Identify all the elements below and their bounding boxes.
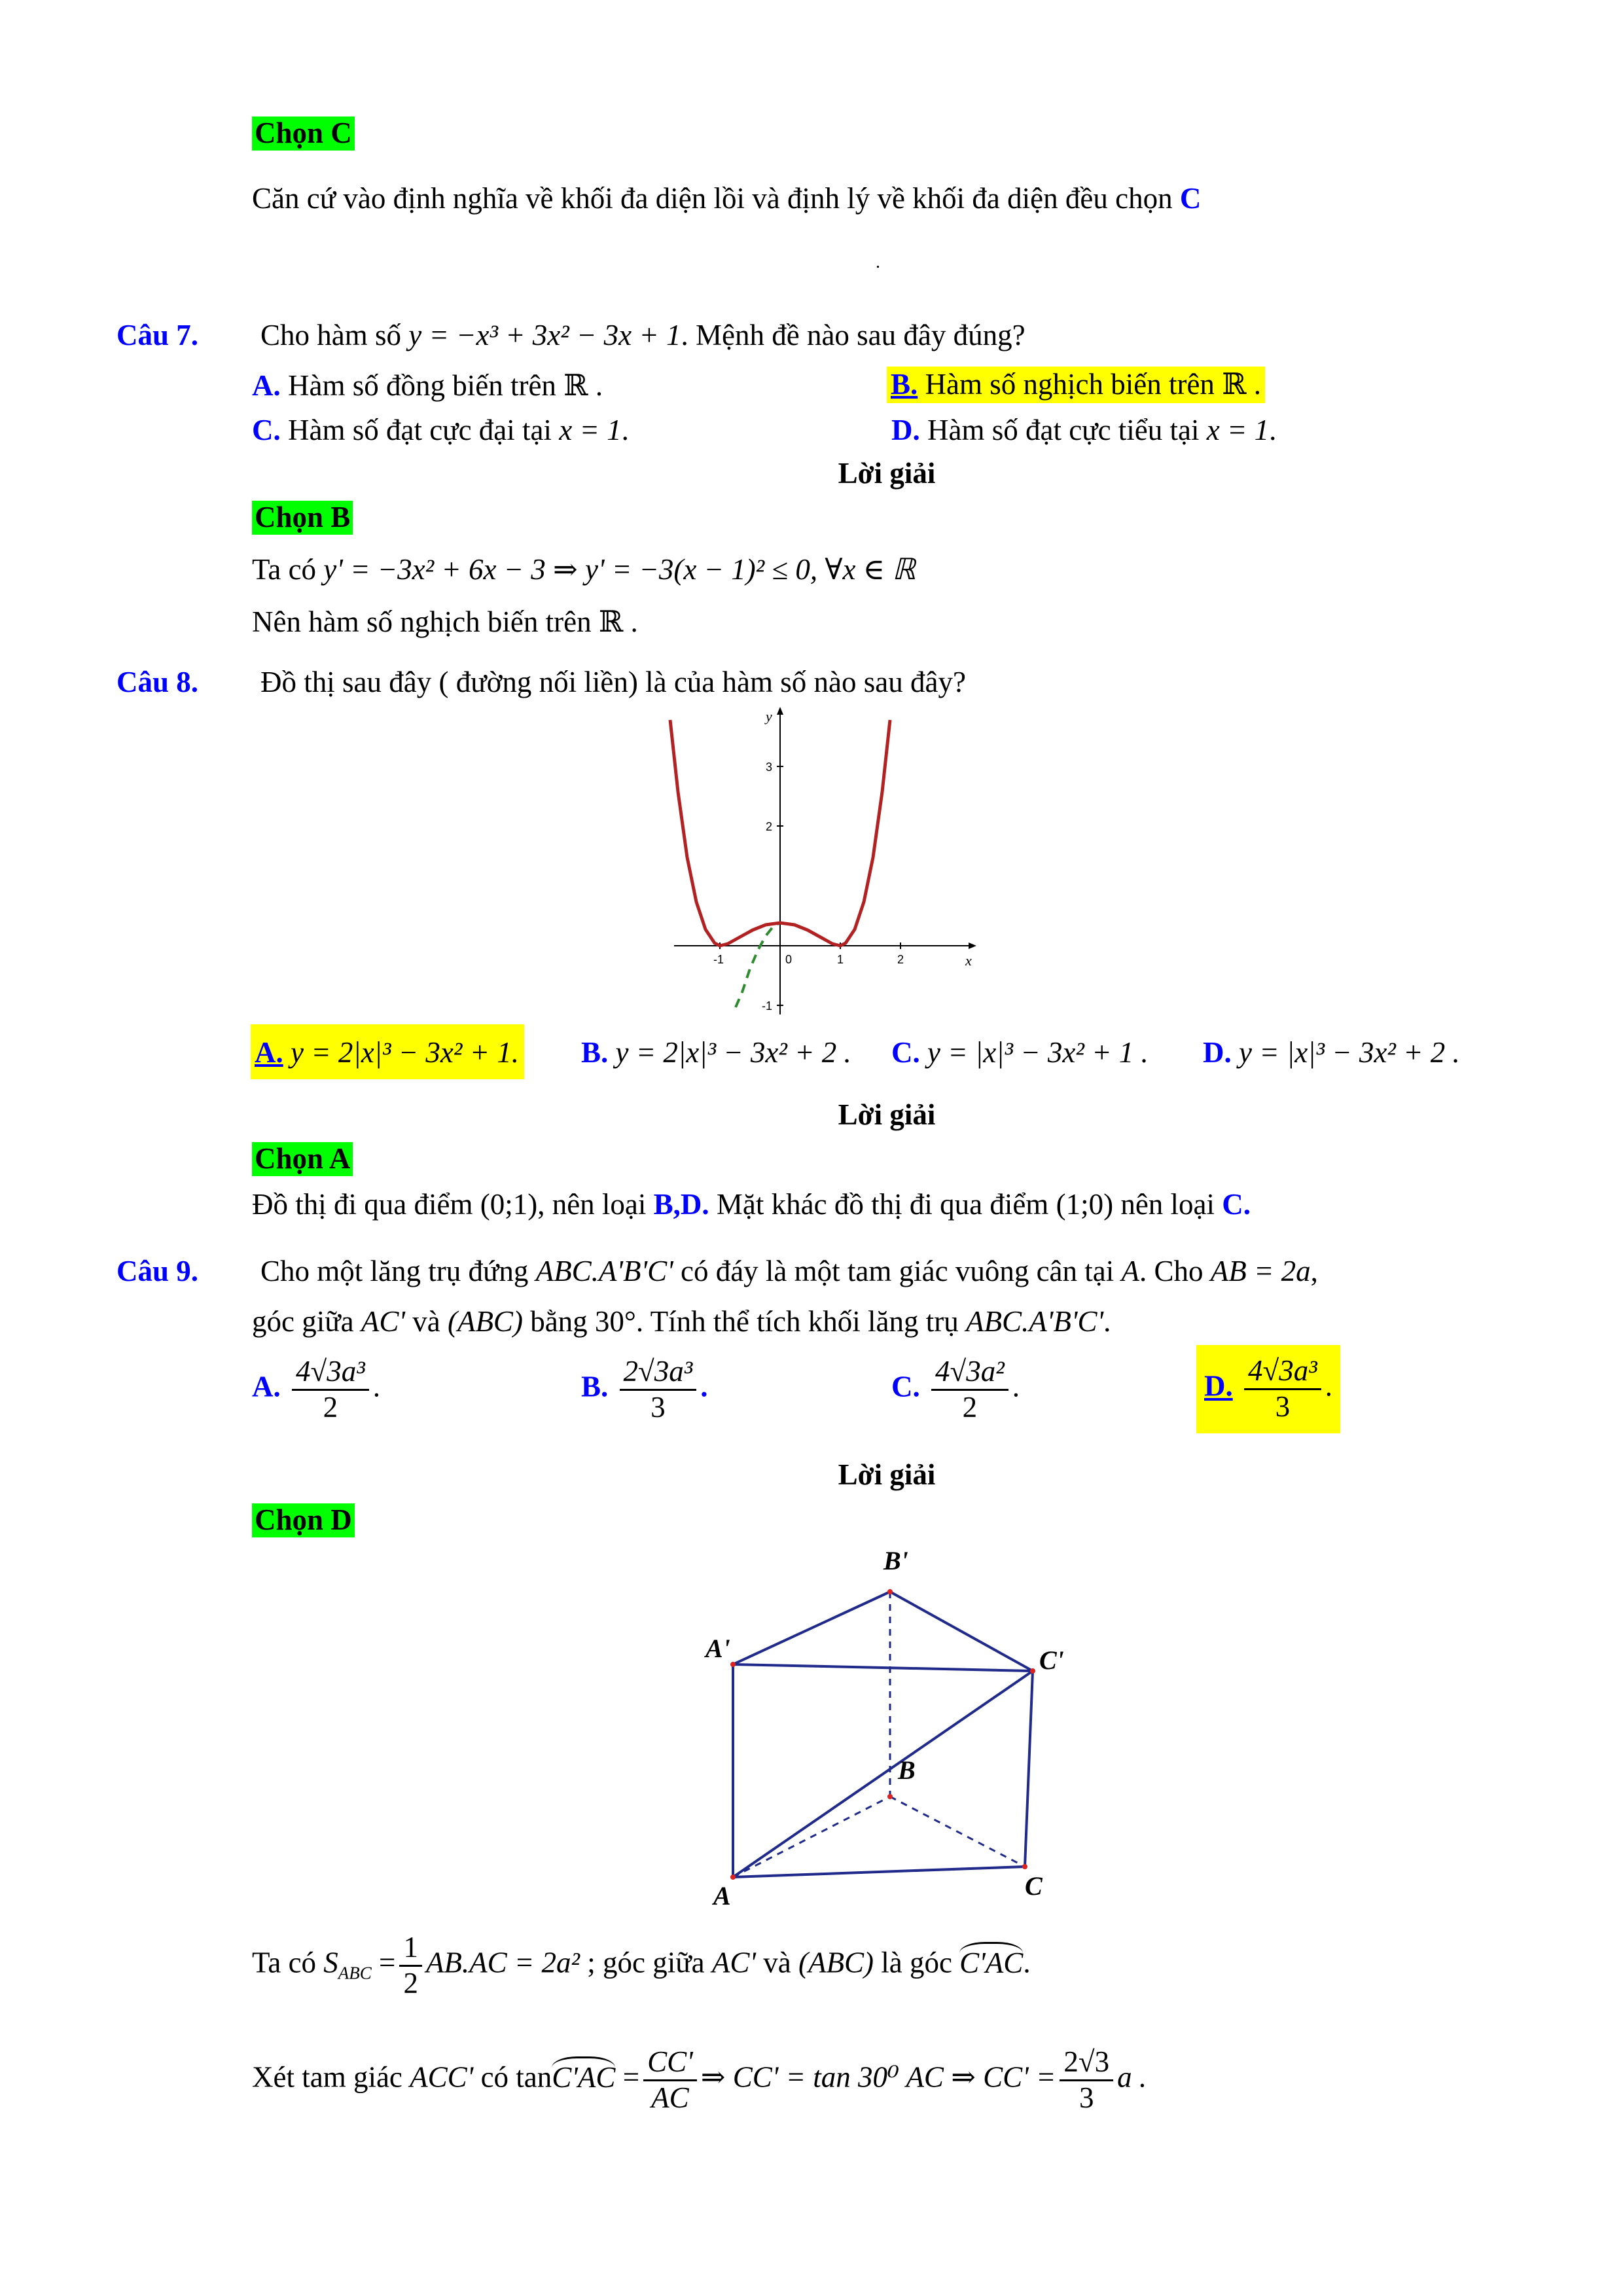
q9-s2-num2: 2√3 [1060, 2045, 1113, 2081]
q9-c-frac [931, 1355, 1008, 1425]
q9-s2-mid: ⇒ CC' = tan 30⁰ AC ⇒ CC' = [700, 2060, 1056, 2094]
q7-d-text: Hàm số đạt cực tiểu tại [927, 414, 1200, 446]
q9-s1-frac [399, 1931, 422, 2001]
q7-d-end: . [1269, 414, 1277, 446]
q9-s2-tri: ACC' [410, 2060, 474, 2094]
q7-option-d[interactable] [891, 414, 1276, 448]
q7-c-letter: C. [252, 414, 281, 446]
q9-s2-co: có [480, 2060, 509, 2094]
q9-d-letter: D. [1204, 1369, 1233, 1403]
label-b: B [898, 1755, 916, 1785]
q9-l2-and: và [412, 1305, 440, 1338]
q9-l2-pre: góc giữa [252, 1305, 354, 1338]
q9-ab-eq: AB = 2a [1210, 1255, 1311, 1287]
q9-l1-end: , [1310, 1255, 1318, 1287]
q9-s1-rest: AB.AC = 2a² [425, 1946, 580, 1979]
q9-s2-den: AC [651, 2081, 689, 2114]
q7-label: Câu 7. [116, 319, 199, 351]
q7-text-pre: Cho hàm số [260, 319, 402, 351]
q9-d-frac [1244, 1354, 1321, 1424]
label-bp: B' [883, 1546, 908, 1575]
q9-c-den: 2 [962, 1390, 978, 1424]
q8-option-c[interactable] [891, 1036, 1149, 1070]
q8-option-b[interactable] [581, 1036, 851, 1070]
q9-l1-pre: Cho một lăng trụ đứng [260, 1255, 529, 1287]
q9-l2-post: . Tính thể tích khối lăng trụ [635, 1305, 959, 1338]
q7-sol-math: y' = −3x² + 6x − 3 ⇒ y' = −3(x − 1)² ≤ 0, ∀x ∈ ℝ [323, 553, 916, 586]
y-axis-arrow [777, 707, 783, 715]
vertex-dot [1030, 1668, 1035, 1674]
x-tick-label: 0 [785, 953, 793, 966]
y-axis-label: y [766, 708, 772, 725]
edge-c-cp [1025, 1671, 1033, 1867]
label-cp: C' [1039, 1645, 1064, 1675]
q9-label: Câu 9. [116, 1255, 199, 1287]
y-tick-label: -1 [762, 999, 773, 1013]
q8-sol-bd: B,D. [653, 1188, 709, 1221]
q8-c-letter: C. [891, 1036, 920, 1069]
q9-l2-bang: bằng [530, 1305, 588, 1338]
q9-s1-abc: (ABC) [798, 1946, 874, 1979]
q8-solution-title: Lời giải [838, 1098, 936, 1131]
q9-s1-pre: Ta có [252, 1946, 317, 1979]
q8-graph [654, 707, 982, 1021]
q8-b-letter: B. [581, 1036, 609, 1069]
q9-l2-end: . [1103, 1305, 1111, 1338]
q9-solution-title: Lời giải [838, 1458, 936, 1491]
q9-s1-ac: AC' [711, 1946, 757, 1979]
q9-sol-line1 [252, 1931, 1031, 2001]
q7-text-post: . Mệnh đề nào sau đây đúng? [681, 319, 1026, 351]
q9-s2-angle: C'AC [552, 2056, 615, 2094]
q9-s2-pre: Xét tam giác [252, 2060, 402, 2094]
q8-sol-c: C. [1222, 1188, 1251, 1221]
q8-question: Đồ thị sau đây ( đường nối liền) là của hàm số nào sau đây? [260, 666, 966, 698]
q9-b-den: 3 [651, 1390, 666, 1424]
q9-prism2: ABC.A'B'C' [966, 1305, 1104, 1338]
explain-letter: C [1179, 182, 1202, 215]
q9-option-c[interactable]: C. $\frac{\text{4√3a²}}{2}$ . [891, 1355, 1020, 1424]
q7-question [260, 319, 1026, 353]
vertex-dot [730, 1662, 736, 1667]
q9-s1-num: 1 [399, 1931, 422, 1967]
q8-sol-pt2: (1;0) [1056, 1188, 1114, 1221]
q7-solution-title: Lời giải [838, 457, 936, 490]
q9-option-a[interactable]: A. $\frac{\text{4√3a³}}{2}$ . [252, 1355, 380, 1424]
q9-b-num: 2√3a³ [620, 1355, 697, 1391]
q9-option-d[interactable]: D. $\frac{\text{4√3a³}}{3}$ . [1196, 1345, 1340, 1433]
q9-s1-S: S [323, 1946, 338, 1979]
q9-l1-mid2: . Cho [1139, 1255, 1204, 1287]
q7-sol-pre: Ta có [252, 553, 317, 586]
q9-c-num: 4√3a² [931, 1355, 1008, 1391]
label-ap: A' [705, 1634, 730, 1663]
edge-a-b-hidden [733, 1797, 890, 1877]
q9-abc: (ABC) [447, 1305, 523, 1338]
q9-line1 [260, 1255, 1318, 1289]
q9-a-den: 2 [323, 1390, 338, 1424]
q9-s2-den2: 3 [1079, 2081, 1094, 2114]
q8-sol-line [252, 1188, 1251, 1222]
explain-line [252, 182, 1201, 216]
explain-text: Căn cứ vào định nghĩa về khối đa diện lồi và định lý về khối đa diện đều chọn [252, 182, 1173, 215]
q9-s2-eq: = [622, 2060, 640, 2094]
x-tick-label: -1 [713, 953, 724, 966]
q8-b-math: y = 2|x|³ − 3x² + 2 . [615, 1036, 851, 1069]
q7-option-c[interactable] [252, 414, 629, 448]
edge-a-c [733, 1867, 1025, 1877]
q8-sol-pt1: (0;1) [480, 1188, 538, 1221]
q9-a-frac [292, 1355, 369, 1425]
y-tick-label: 2 [766, 820, 773, 833]
chon-c-label: Chọn C [252, 117, 355, 151]
q9-a-num: 4√3a³ [292, 1355, 369, 1391]
q7-c-end: . [621, 414, 629, 446]
q8-label: Câu 8. [116, 666, 199, 698]
q9-b-frac [620, 1355, 697, 1425]
vertex-dot [730, 1874, 736, 1880]
q8-option-d[interactable] [1203, 1036, 1460, 1070]
q9-c-letter: C. [891, 1370, 920, 1403]
q7-d-eq: x = 1 [1206, 414, 1270, 446]
y-tick-label: 3 [766, 761, 773, 774]
q8-d-math: y = |x|³ − 3x² + 2 . [1239, 1036, 1460, 1069]
q7-c-text: Hàm số đạt cực đại tại [288, 414, 552, 446]
q8-d-letter: D. [1203, 1036, 1232, 1069]
q9-line2 [252, 1305, 1111, 1339]
x-axis-arrow [969, 942, 976, 949]
edge-ap-bp [733, 1592, 890, 1664]
label-a: A [713, 1881, 731, 1910]
q7-sol-line2: Nên hàm số nghịch biến trên ℝ . [252, 605, 638, 638]
q9-option-b[interactable]: B. $\frac{\text{2√3a³}}{3}$ . [581, 1355, 708, 1424]
q9-b-letter: B. [581, 1370, 609, 1403]
q9-vertex-a: A [1121, 1255, 1140, 1287]
q9-s1-end: . [1023, 1946, 1031, 1979]
label-c: C [1025, 1871, 1043, 1901]
q9-s2-end: a . [1117, 2060, 1147, 2094]
q9-sol-line2 [252, 2045, 1147, 2115]
q9-s1-and: và [763, 1946, 791, 1979]
q9-l1-mid: có đáy là một tam giác vuông cân tại [680, 1255, 1115, 1287]
stray-dot: . [876, 252, 880, 272]
q9-s1-sub: ABC [338, 1963, 372, 1983]
q7-b-text: Hàm số nghịch biến trên ℝ . [925, 368, 1262, 401]
q7-sol-line1 [252, 553, 916, 587]
q9-chon: Chọn D [252, 1503, 355, 1537]
q9-s2-tan: tan [516, 2060, 552, 2094]
q8-sol-p4: nên loại [1120, 1188, 1215, 1221]
q7-c-eq: x = 1 [559, 414, 622, 446]
q9-d-num: 4√3a³ [1244, 1354, 1321, 1390]
q8-option-a[interactable] [251, 1024, 524, 1079]
q8-sol-p2: , nên loại [537, 1188, 647, 1221]
q9-s1-den: 2 [403, 1966, 418, 2000]
q9-s1-mid: ; góc giữa [587, 1946, 705, 1979]
q7-a-letter: A. [252, 369, 281, 402]
edge-ap-cp [733, 1664, 1033, 1671]
edge-bp-cp [890, 1592, 1033, 1671]
q7-option-b[interactable] [887, 367, 1265, 403]
prism-figure [687, 1532, 1093, 1911]
x-tick-label: 2 [897, 953, 904, 966]
q9-s1-eq: = [379, 1946, 396, 1979]
q9-a-letter: A. [252, 1370, 281, 1403]
q7-option-a[interactable] [252, 369, 603, 403]
diagonal-a-cp [733, 1671, 1033, 1877]
q7-b-letter: B. [891, 368, 918, 401]
q8-sol-p1: Đồ thị đi qua điểm [252, 1188, 473, 1221]
q9-ac1: AC' [361, 1305, 405, 1338]
vertex-dot [887, 1589, 893, 1594]
q8-chon: Chọn A [252, 1142, 353, 1176]
q9-angle: 30° [594, 1305, 636, 1338]
x-tick-label: 1 [837, 953, 844, 966]
q9-s2-num: CC' [643, 2045, 697, 2081]
q9-s1-angle: C'AC [959, 1942, 1023, 1979]
vertex-dot [887, 1794, 893, 1799]
q8-sol-p3: Mặt khác đồ thị đi qua điểm [716, 1188, 1049, 1221]
q9-s2-frac2 [1060, 2045, 1113, 2115]
q7-a-text: Hàm số đồng biến trên ℝ . [288, 369, 603, 402]
q9-prism: ABC.A'B'C' [535, 1255, 673, 1287]
q8-a-math: y = 2|x|³ − 3x² + 1. [291, 1036, 519, 1069]
q9-s1-la: là góc [881, 1946, 952, 1979]
x-axis-label: x [965, 952, 972, 969]
q9-s2-frac1 [643, 2045, 697, 2115]
q7-chon: Chọn B [252, 501, 353, 535]
edge-b-c-hidden [890, 1797, 1025, 1867]
q8-a-letter: A. [255, 1036, 283, 1069]
q7-d-letter: D. [891, 414, 920, 446]
q8-c-math: y = |x|³ − 3x² + 1 . [927, 1036, 1149, 1069]
vertex-dot [1022, 1864, 1027, 1869]
q9-d-den: 3 [1275, 1390, 1291, 1423]
q7-formula: y = −x³ + 3x² − 3x + 1 [408, 319, 681, 351]
